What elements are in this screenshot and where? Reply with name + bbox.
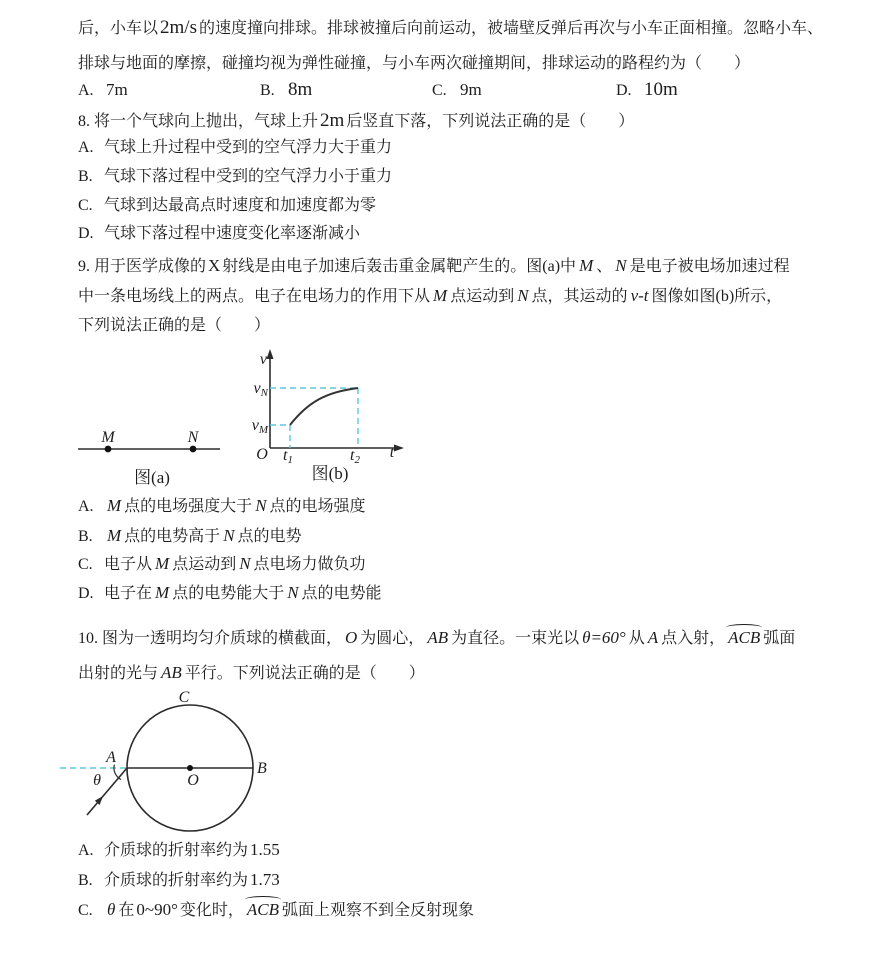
option-text: 8m: [288, 79, 313, 100]
q8-option-b: [78, 165, 818, 188]
label-c: C: [178, 689, 190, 706]
q8-option-c: [78, 194, 818, 217]
label-o: O: [187, 772, 199, 789]
figure-b-caption: 图(b): [311, 464, 349, 483]
option-text: 气球下落过程中速度变化率逐渐减小: [104, 225, 361, 242]
option-letter: B.: [78, 528, 93, 545]
option-letter: B.: [260, 82, 275, 99]
option-text: 介质球的折射率约为 1.73: [104, 870, 280, 889]
q9-option-a: [78, 494, 818, 518]
option-text: θ 在 0~90° 变化时， ACB 弧面上观察不到全反射现象: [107, 900, 475, 919]
center-dot: [187, 765, 193, 771]
option-text: M 点的电势高于 N 点的电势: [107, 526, 302, 545]
option-text: 电子在 M 点的电势能大于 N 点的电势能: [104, 583, 382, 602]
option-letter: D.: [78, 225, 94, 242]
option-text: 气球到达最高点时速度和加速度都为零: [104, 197, 377, 214]
q9-option-d: [78, 581, 818, 605]
q7-option-d: [616, 78, 680, 102]
label-origin: O: [256, 446, 268, 463]
option-letter: C.: [78, 197, 93, 214]
q10-option-b: [78, 868, 818, 892]
q8-option-a: [78, 136, 818, 159]
option-text: 气球下落过程中受到的空气浮力小于重力: [104, 168, 393, 185]
option-letter: C.: [78, 556, 93, 573]
q8-stem: 8. 将一个气球向上抛出，气球上升 2m 后竖直下落，下列说法正确的是（ ）: [78, 110, 635, 131]
vt-curve: [290, 388, 358, 425]
label-a: A: [106, 749, 116, 766]
label-b: B: [257, 760, 267, 777]
label-vm: vM: [251, 417, 268, 436]
option-text: 电子从 M 点运动到 N 点电场力做负功: [104, 554, 366, 573]
label-t-axis: t: [389, 444, 395, 461]
q10-option-a: [78, 838, 818, 862]
q7-option-a: [78, 78, 130, 102]
q9-option-c: [78, 552, 818, 576]
option-letter: C.: [432, 82, 447, 99]
option-letter: C.: [78, 902, 93, 919]
q7-option-b: [260, 78, 314, 102]
q7-stem-line-2: 排球与地面的摩擦，碰撞均视为弹性碰撞，与小车两次碰撞期间，排球运动的路程约为（ ）: [78, 55, 751, 72]
q10-stem-line-2: 出射的光与 AB 平行。下列说法正确的是（ ）: [78, 663, 425, 682]
option-text: 7m: [106, 80, 128, 99]
figure-b-vt-graph: [230, 345, 430, 493]
point-n-dot: [190, 446, 197, 453]
q7-stem-line-1: 后，小车以 2m/s 的速度撞向排球。排球被撞后向前运动，被墙壁反弹后再次与小车正面相撞。忽略小车、: [78, 17, 823, 38]
figure-a-caption: 图(a): [134, 468, 170, 487]
option-text: 介质球的折射率约为 1.55: [104, 840, 280, 859]
label-t1: t1: [283, 447, 293, 466]
option-letter: A.: [78, 842, 94, 859]
t-axis-arrow: [394, 445, 404, 452]
option-letter: A.: [78, 82, 94, 99]
v-axis-arrow: [267, 349, 274, 359]
option-letter: D.: [78, 585, 94, 602]
option-letter: A.: [78, 498, 94, 515]
q7-option-c: [432, 78, 484, 102]
label-v-axis: v: [259, 351, 267, 368]
label-n: N: [187, 429, 199, 446]
option-letter: D.: [616, 82, 632, 99]
q10-option-c: [78, 898, 818, 922]
option-text: M 点的电场强度大于 N 点的电场强度: [107, 496, 366, 515]
q9-option-b: [78, 524, 818, 548]
figure-sphere-cross-section: [55, 688, 385, 838]
label-t2: t2: [350, 447, 360, 466]
option-text: 气球上升过程中受到的空气浮力大于重力: [104, 139, 393, 156]
point-m-dot: [105, 446, 112, 453]
q9-stem-line-3: 下列说法正确的是（ ）: [78, 317, 271, 334]
label-vn: vN: [253, 380, 268, 399]
option-letter: B.: [78, 168, 93, 185]
q8-option-d: [78, 222, 818, 245]
option-letter: B.: [78, 872, 93, 889]
option-text: 9m: [460, 80, 482, 99]
option-text: 10m: [644, 79, 678, 100]
q9-stem-line-2: 中一条电场线上的两点。电子在电场力的作用下从 M 点运动到 N 点，其运动的 v-t 图像如图(b)所示，: [78, 286, 783, 305]
q10-stem-line-1: 10. 图为一透明均匀介质球的横截面， O 为圆心， AB 为直径。一束光以 θ=60° 从 A 点入射， ACB 弧面: [78, 628, 796, 647]
q9-stem-line-1: 9. 用于医学成像的 X 射线是由电子加速后轰击重金属靶产生的。图(a)中 M 、 N 是电子被电场加速过程: [78, 256, 790, 275]
label-m: M: [101, 429, 115, 446]
label-theta: θ: [93, 772, 101, 789]
option-letter: A.: [78, 139, 94, 156]
